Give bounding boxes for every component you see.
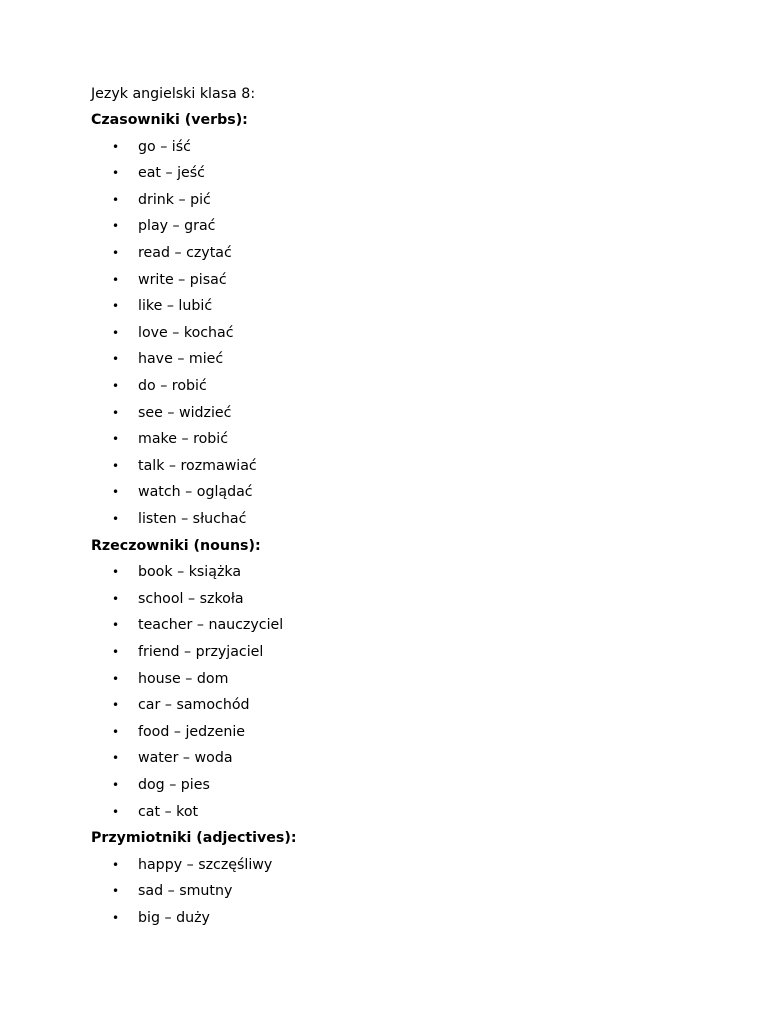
section-verbs xyxy=(91,107,691,533)
vocab-entry: happy – szczęśliwy xyxy=(138,856,273,873)
list-item xyxy=(91,692,691,719)
section-adjectives xyxy=(91,825,691,931)
vocab-entry: go – iść xyxy=(138,138,191,155)
section-heading-nouns: Rzeczowniki (nouns): xyxy=(91,537,261,554)
list-item xyxy=(91,905,691,932)
list-item xyxy=(91,213,691,240)
vocab-entry: read – czytać xyxy=(138,245,232,262)
bullet-icon: • xyxy=(112,644,120,659)
vocab-entry: school – szkoła xyxy=(138,590,244,607)
document-title: Jezyk angielski klasa 8: xyxy=(91,85,256,102)
adjectives-list xyxy=(91,852,691,932)
vocab-entry: cat – kot xyxy=(138,803,199,820)
list-item xyxy=(91,160,691,187)
bullet-icon: • xyxy=(112,299,120,314)
list-item xyxy=(91,479,691,506)
vocab-entry: love – kochać xyxy=(138,324,234,341)
vocab-entry: food – jedzenie xyxy=(138,723,245,740)
list-item xyxy=(91,666,691,693)
bullet-icon: • xyxy=(112,325,120,340)
vocab-entry: write – pisać xyxy=(138,271,227,288)
bullet-icon: • xyxy=(112,857,120,872)
list-item xyxy=(91,878,691,905)
list-item xyxy=(91,240,691,267)
section-nouns xyxy=(91,533,691,826)
list-item xyxy=(91,612,691,639)
list-item xyxy=(91,852,691,879)
vocab-entry: drink – pić xyxy=(138,191,211,208)
vocab-entry: car – samochód xyxy=(138,697,250,714)
bullet-icon: • xyxy=(112,458,120,473)
vocab-entry: big – duży xyxy=(138,909,210,926)
bullet-icon: • xyxy=(112,591,120,606)
list-item xyxy=(91,134,691,161)
list-item xyxy=(91,320,691,347)
bullet-icon: • xyxy=(112,804,120,819)
list-item xyxy=(91,187,691,214)
list-item xyxy=(91,506,691,533)
list-item xyxy=(91,267,691,294)
vocab-entry: see – widzieć xyxy=(138,404,232,421)
vocab-entry: play – grać xyxy=(138,218,216,235)
list-item xyxy=(91,400,691,427)
document-page xyxy=(91,81,691,932)
list-item xyxy=(91,346,691,373)
vocab-entry: friend – przyjaciel xyxy=(138,643,264,660)
section-heading-adjectives: Przymiotniki (adjectives): xyxy=(91,830,297,847)
nouns-list xyxy=(91,559,691,825)
vocab-entry: water – woda xyxy=(138,750,233,767)
bullet-icon: • xyxy=(112,751,120,766)
list-item xyxy=(91,772,691,799)
section-heading-verbs: Czasowniki (verbs): xyxy=(91,112,248,129)
vocab-entry: have – mieć xyxy=(138,351,224,368)
bullet-icon: • xyxy=(112,192,120,207)
bullet-icon: • xyxy=(112,777,120,792)
list-item xyxy=(91,559,691,586)
list-item xyxy=(91,639,691,666)
bullet-icon: • xyxy=(112,166,120,181)
bullet-icon: • xyxy=(112,139,120,154)
vocab-entry: teacher – nauczyciel xyxy=(138,617,284,634)
list-item xyxy=(91,799,691,826)
vocab-entry: house – dom xyxy=(138,670,229,687)
list-item xyxy=(91,373,691,400)
bullet-icon: • xyxy=(112,724,120,739)
vocab-entry: do – robić xyxy=(138,378,207,395)
bullet-icon: • xyxy=(112,512,120,526)
vocab-entry: eat – jeść xyxy=(138,165,205,182)
bullet-icon: • xyxy=(112,485,120,500)
vocab-entry: dog – pies xyxy=(138,776,210,793)
list-item xyxy=(91,719,691,746)
bullet-icon: • xyxy=(112,272,120,287)
bullet-icon: • xyxy=(112,671,120,686)
vocab-entry: like – lubić xyxy=(138,298,213,315)
vocab-entry: make – robić xyxy=(138,431,229,448)
vocab-entry: listen – słuchać xyxy=(138,511,247,527)
list-item xyxy=(91,586,691,613)
list-item xyxy=(91,453,691,480)
list-item xyxy=(91,293,691,320)
bullet-icon: • xyxy=(112,405,120,420)
list-item xyxy=(91,426,691,453)
vocab-entry: book – książka xyxy=(138,564,242,581)
list-item xyxy=(91,745,691,772)
verbs-list xyxy=(91,134,691,533)
vocab-entry: watch – oglądać xyxy=(138,484,253,501)
bullet-icon: • xyxy=(112,219,120,234)
bullet-icon: • xyxy=(112,910,120,925)
bullet-icon: • xyxy=(112,379,120,394)
bullet-icon: • xyxy=(112,432,120,447)
bullet-icon: • xyxy=(112,884,120,899)
bullet-icon: • xyxy=(112,352,120,367)
vocab-entry: sad – smutny xyxy=(138,883,233,900)
bullet-icon: • xyxy=(112,565,120,580)
bullet-icon: • xyxy=(112,618,120,633)
vocab-entry: talk – rozmawiać xyxy=(138,457,257,474)
bullet-icon: • xyxy=(112,246,120,261)
bullet-icon: • xyxy=(112,698,120,713)
